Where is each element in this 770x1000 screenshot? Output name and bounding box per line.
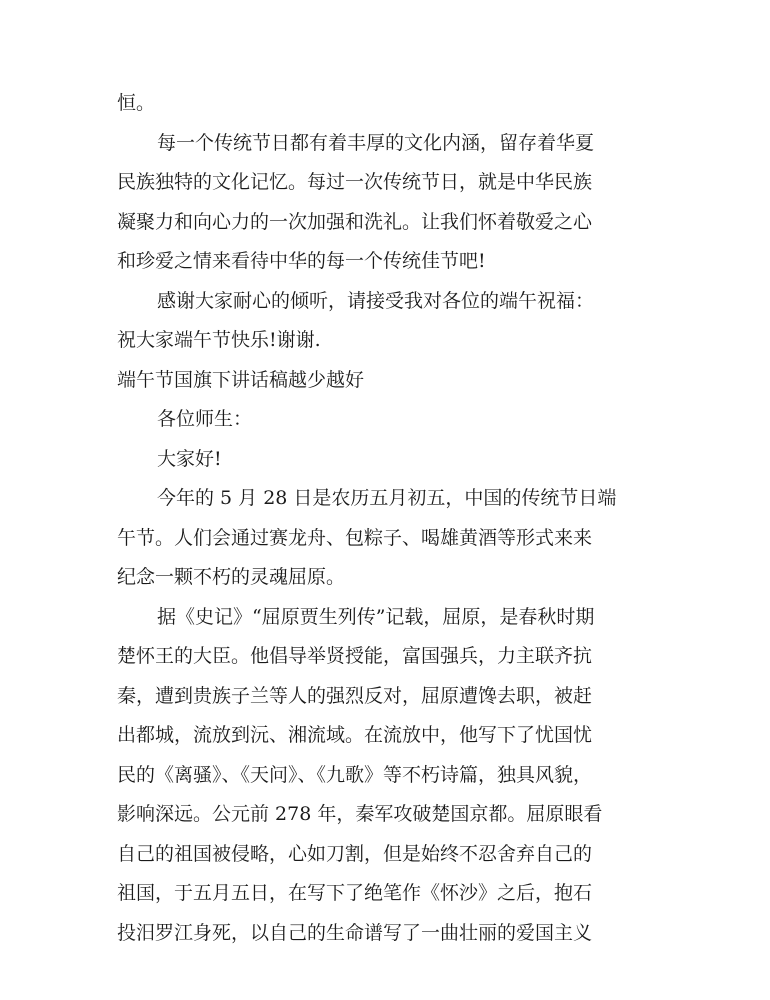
text-line: 今年的 5 月 28 日是农历五月初五，中国的传统节日端 [157, 487, 617, 509]
text-line: 凝聚力和向心力的一次加强和洗礼。让我们怀着敬爱之心 [117, 210, 593, 233]
text-line: 出都城，流放到沅、湘流域。在流放中，他写下了忧国忧 [117, 724, 593, 746]
salutation: 各位师生： [157, 408, 253, 430]
text-line: 影响深远。公元前 278 年，秦军攻破楚国京都。屈原眼看 [117, 803, 603, 825]
text-line: 每一个传统节日都有着丰厚的文化内涵，留存着华夏 [157, 131, 595, 154]
text-line: 自己的祖国被侵略，心如刀割，但是始终不忍舍弃自己的 [117, 842, 593, 865]
text-line: 午节。人们会通过赛龙舟、包粽子、喝雄黄酒等形式来来 [117, 526, 593, 549]
text-line: 和珍爱之情来看待中华的每一个传统佳节吧! [117, 250, 486, 272]
text-line: 民的《离骚》、《天问》、《九歌》等不朽诗篇，独具风貌， [117, 763, 593, 786]
text-line: 感谢大家耐心的倾听，请接受我对各位的端午祝福： [157, 289, 595, 312]
greeting: 大家好! [157, 447, 222, 470]
text-line: 据《史记》“屈原贾生列传”记载，屈原，是春秋时期 [157, 605, 595, 628]
text-line: 楚怀王的大臣。他倡导举贤授能，富国强兵，力主联齐抗 [117, 645, 593, 667]
text-line: 民族独特的文化记忆。每过一次传统节日，就是中华民族 [117, 171, 593, 193]
section-title: 端午节国旗下讲话稿越少越好 [117, 368, 365, 391]
text-line: 祝大家端午节快乐!谢谢. [117, 329, 321, 351]
text-line: 恒。 [117, 92, 156, 114]
text-line: 秦，遭到贵族子兰等人的强烈反对，屈原遭馋去职，被赶 [117, 684, 593, 707]
document-page [117, 84, 637, 953]
text-line: 祖国，于五月五日，在写下了绝笔作《怀沙》之后，抱石 [117, 882, 593, 904]
text-line: 纪念一颗不朽的灵魂屈原。 [117, 566, 346, 588]
text-line: 投汨罗江身死，以自己的生命谱写了一曲壮丽的爱国主义 [117, 921, 593, 944]
